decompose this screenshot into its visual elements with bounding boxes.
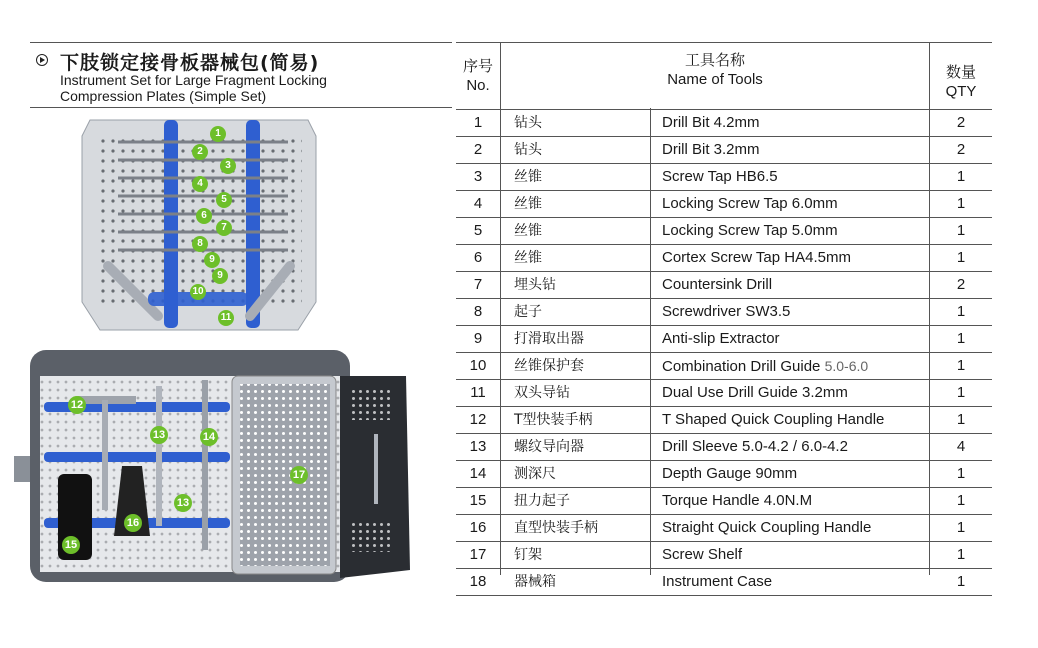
row-name-cn: 直型快装手柄 <box>514 520 598 536</box>
row-name-en: Dual Use Drill Guide 3.2mm <box>662 384 848 401</box>
table-header <box>456 42 992 110</box>
row-qty: 1 <box>956 546 966 563</box>
header-name-cn: 工具名称 <box>684 52 745 69</box>
row-qty: 2 <box>956 141 966 158</box>
badge-13a: 13 <box>150 426 168 444</box>
table-row <box>456 137 992 164</box>
badge-5: 5 <box>216 192 232 208</box>
table-row <box>456 515 992 542</box>
row-name-en <box>662 353 868 379</box>
row-name-en: T Shaped Quick Coupling Handle <box>662 411 885 428</box>
row-name-cn: 丝锥 <box>514 169 542 185</box>
row-name-en-range: 5.0-6.0 <box>824 358 869 374</box>
row-name-cn: 钻头 <box>514 115 542 131</box>
table-row <box>456 461 992 488</box>
row-no: 9 <box>473 330 483 347</box>
table-row <box>456 488 992 515</box>
table-row <box>456 218 992 245</box>
badge-13b: 13 <box>174 494 192 512</box>
header-no-cn: 序号 <box>462 58 493 75</box>
title-english-line2: Compression Plates (Simple Set) <box>60 88 267 104</box>
table-row <box>456 326 992 353</box>
row-qty: 1 <box>956 195 966 212</box>
badge-2: 2 <box>192 144 208 160</box>
badge-9a: 9 <box>204 252 220 268</box>
badge-14: 14 <box>200 428 218 446</box>
header-qty-en: QTY <box>945 83 977 100</box>
badge-10: 10 <box>190 284 206 300</box>
row-qty: 1 <box>956 465 966 482</box>
table-row <box>456 542 992 569</box>
row-name-cn: 钻头 <box>514 142 542 158</box>
row-name-cn: 测深尺 <box>514 466 556 482</box>
row-qty: 2 <box>956 114 966 131</box>
row-name-en: Screw Tap HB6.5 <box>662 168 778 185</box>
row-no: 7 <box>473 276 483 293</box>
row-name-en: Drill Bit 3.2mm <box>662 141 760 158</box>
table-row <box>456 407 992 434</box>
row-name-cn: 扭力起子 <box>514 493 570 509</box>
badge-16: 16 <box>124 514 142 532</box>
header-no <box>456 43 500 109</box>
row-no: 4 <box>473 195 483 212</box>
tools-table <box>456 42 992 596</box>
row-no: 2 <box>473 141 483 158</box>
header-name <box>501 37 929 103</box>
title-english-line1: Instrument Set for Large Fragment Locking <box>60 72 327 88</box>
row-qty: 4 <box>956 438 966 455</box>
table-row <box>456 110 992 137</box>
row-name-en: Countersink Drill <box>662 276 773 293</box>
title-english <box>60 72 440 104</box>
table-row <box>456 569 992 596</box>
row-no: 18 <box>469 573 487 590</box>
row-no: 6 <box>473 249 483 266</box>
row-qty: 1 <box>956 411 966 428</box>
row-name-en: Anti-slip Extractor <box>662 330 780 347</box>
row-name-cn: 钉架 <box>514 547 542 563</box>
table-row <box>456 299 992 326</box>
row-no: 1 <box>473 114 483 131</box>
row-qty: 1 <box>956 573 966 590</box>
row-qty: 1 <box>956 249 966 266</box>
badge-6: 6 <box>196 208 212 224</box>
row-name-cn: 螺纹导向器 <box>514 439 584 455</box>
row-name-en: Instrument Case <box>662 573 773 590</box>
row-no: 15 <box>469 492 487 509</box>
row-name-cn: 丝锥保护套 <box>514 358 584 374</box>
header-qty-cn: 数量 <box>945 64 976 81</box>
play-bullet-icon <box>36 54 48 66</box>
set-title-block <box>30 42 452 108</box>
header-no-en: No. <box>466 77 490 94</box>
badge-4: 4 <box>192 176 208 192</box>
row-qty: 2 <box>956 276 966 293</box>
title-chinese: 下肢锁定接骨板器械包(简易) <box>60 52 320 74</box>
badge-12: 12 <box>68 396 86 414</box>
row-no: 3 <box>473 168 483 185</box>
row-name-en: Locking Screw Tap 5.0mm <box>662 222 838 239</box>
row-name-cn: 打滑取出器 <box>514 331 584 347</box>
row-qty: 1 <box>956 222 966 239</box>
table-row <box>456 272 992 299</box>
table-row <box>456 164 992 191</box>
row-qty: 1 <box>956 330 966 347</box>
row-name-en: Cortex Screw Tap HA4.5mm <box>662 249 851 266</box>
row-no: 13 <box>469 438 487 455</box>
row-name-en-main: Combination Drill Guide <box>662 358 821 375</box>
row-name-en: Straight Quick Coupling Handle <box>662 519 872 536</box>
row-qty: 1 <box>956 492 966 509</box>
header-name-en: Name of Tools <box>667 71 763 88</box>
badge-9b: 9 <box>212 268 228 284</box>
row-qty: 1 <box>956 357 966 374</box>
row-name-cn: 双头导钻 <box>514 385 570 401</box>
row-no: 12 <box>469 411 487 428</box>
row-no: 10 <box>469 357 487 374</box>
instrument-tray-image <box>78 116 320 336</box>
row-name-cn: 丝锥 <box>514 223 542 239</box>
row-name-cn: 埋头钻 <box>514 277 556 293</box>
row-no: 16 <box>469 519 487 536</box>
header-qty <box>930 49 992 115</box>
row-name-cn: 器械箱 <box>514 574 556 590</box>
badge-7: 7 <box>216 220 232 236</box>
row-name-cn: 丝锥 <box>514 196 542 212</box>
row-qty: 1 <box>956 303 966 320</box>
badge-17: 17 <box>290 466 308 484</box>
instrument-case-image <box>14 346 418 586</box>
row-qty: 1 <box>956 384 966 401</box>
row-no: 5 <box>473 222 483 239</box>
row-name-en: Depth Gauge 90mm <box>662 465 798 482</box>
row-name-en: Screwdriver SW3.5 <box>662 303 791 320</box>
table-row <box>456 380 992 407</box>
badge-15: 15 <box>62 536 80 554</box>
badge-3: 3 <box>220 158 236 174</box>
row-qty: 1 <box>956 168 966 185</box>
row-no: 17 <box>469 546 487 563</box>
row-name-en: Drill Sleeve 5.0-4.2 / 6.0-4.2 <box>662 438 848 455</box>
row-qty: 1 <box>956 519 966 536</box>
table-row <box>456 191 992 218</box>
row-name-en: Locking Screw Tap 6.0mm <box>662 195 838 212</box>
row-no: 8 <box>473 303 483 320</box>
row-no: 14 <box>469 465 487 482</box>
table-row <box>456 434 992 461</box>
table-row <box>456 245 992 272</box>
badge-1: 1 <box>210 126 226 142</box>
row-no: 11 <box>470 384 486 401</box>
badge-8: 8 <box>192 236 208 252</box>
row-name-en: Torque Handle 4.0N.M <box>662 492 813 509</box>
table-row <box>456 353 992 380</box>
row-name-cn: T型快装手柄 <box>514 412 593 428</box>
row-name-cn: 丝锥 <box>514 250 542 266</box>
row-name-en: Drill Bit 4.2mm <box>662 114 760 131</box>
row-name-en: Screw Shelf <box>662 546 743 563</box>
row-name-cn: 起子 <box>514 304 542 320</box>
badge-11: 11 <box>218 310 234 326</box>
